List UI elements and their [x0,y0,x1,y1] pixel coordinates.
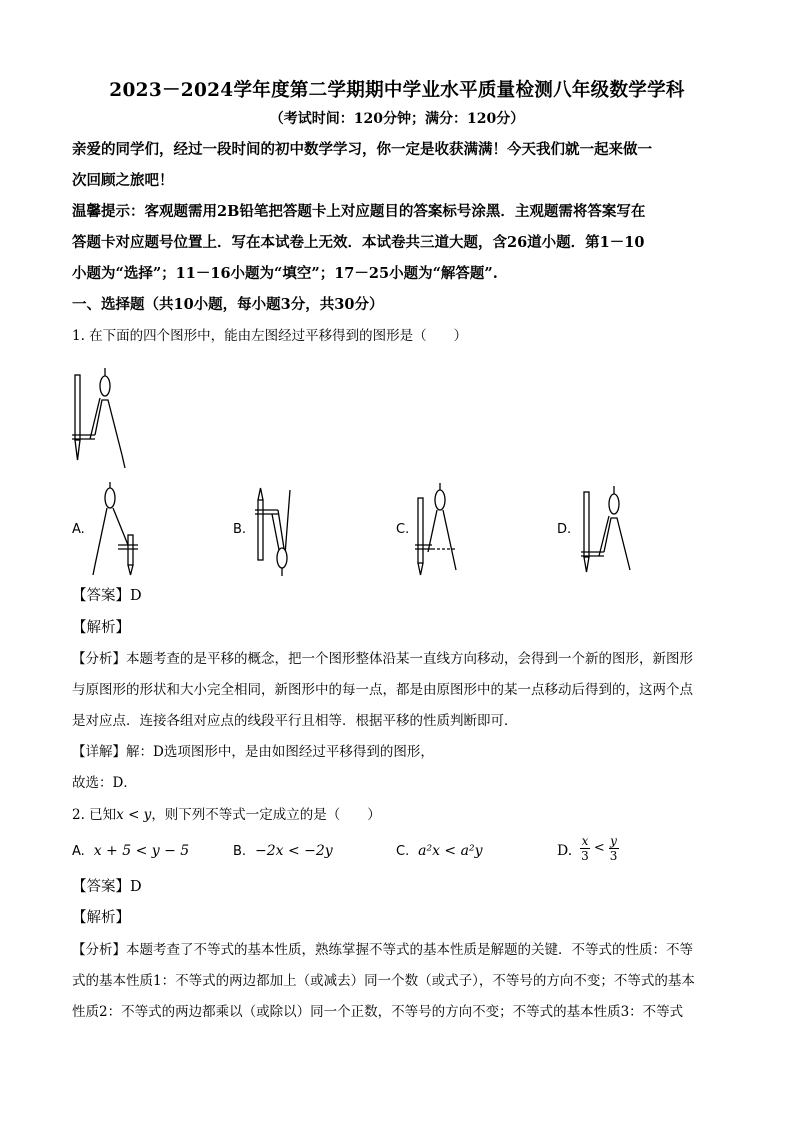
intro-line-2: 次回顾之旅吧！ [72,172,174,189]
q1-option-c-label: C. [396,522,410,537]
exam-title: 2023－2024学年度第二学期期中学业水平质量检测八年级数学学科 [109,80,685,101]
q2-option-c-label: C. [396,844,410,859]
q1-fenxi-line-1: 【分析】本题考查的是平移的概念，把一个图形整体沿某一直线方向移动，会得到一个新的图形，新图形 [72,651,693,667]
q1-analysis-label: 【解析】 [72,620,130,636]
q2-d-num1: x [581,834,589,848]
section-heading: 一、选择题（共10小题，每小题3分，共30分） [72,296,384,313]
q2-analysis-label: 【解析】 [72,910,130,926]
tips-label: 温馨提示： [72,203,145,220]
q2-option-b-label: B. [233,844,247,859]
q2-d-num2: y [610,834,617,848]
q2-option-c-expr: a²x < a²y [418,843,483,859]
tips-line-3: 小题为“选择”；11－16小题为“填空”；17－25小题为“解答题”. [72,265,498,282]
intro-line-1: 亲爱的同学们，经过一段时间的初中数学学习，你一定是收获满满！今天我们就一起来做一 [72,141,652,158]
q2-stem-math: x < y [116,807,152,823]
q1-option-a-label: A. [72,522,85,537]
q2-stem [72,805,381,825]
q1-conclusion: 故选：D． [72,775,137,791]
q2-d-den2: 3 [609,849,618,863]
q2-option-a-label: A. [72,844,85,859]
compass-original-figure [60,360,150,470]
q2-option-d-label: D. [557,843,573,859]
tips-line-1 [72,202,645,222]
q2-option-b [233,841,333,862]
q2-answer: 【答案】D [72,879,142,895]
compass-option-a [90,480,150,580]
compass-option-b [250,480,310,580]
q2-option-a [72,841,189,862]
q2-option-a-expr: x + 5 < y − 5 [93,843,190,859]
q2-d-lt: < [593,840,605,856]
q2-stem-suffix: ，则下列不等式一定成立的是（ ） [151,807,381,823]
q2-option-c [396,841,482,862]
q1-fenxi-line-2: 与原图形的形状和大小完全相同，新图形中的每一点，都是由原图形中的某一点移动后得到的，这两个点 [72,682,693,698]
compass-option-c [410,480,470,580]
q1-answer: 【答案】D [72,588,142,604]
q1-fenxi-line-3: 是对应点．连接各组对应点的线段平行且相等．根据平移的性质判断即可． [72,713,518,729]
q2-option-d-expr [580,834,619,863]
q2-d-den1: 3 [581,849,589,863]
q1-option-b-label: B. [233,522,247,537]
q2-fenxi-line-3: 性质2：不等式的两边都乘以（或除以）同一个正数，不等号的方向不变；不等式的基本性质3：不等式 [72,1004,684,1020]
tips-text-1: 客观题需用2B铅笔把答题卡上对应题目的答案标号涂黑．主观题需将答案写在 [144,203,646,220]
q2-stem-prefix: 2. 已知 [72,807,117,823]
q1-option-d-label: D. [557,522,572,537]
exam-subtitle: （考试时间：120分钟；满分：120分） [269,111,525,127]
q2-option-b-expr: −2x < −2y [254,843,333,859]
compass-option-d [570,480,640,580]
q2-fenxi-line-2: 式的基本性质1：不等式的两边都加上（或减去）同一个数（或式子），不等号的方向不变；不等式的基本 [72,973,695,989]
tips-line-2: 答题卡对应题号位置上．写在本试卷上无效．本试卷共三道大题，含26道小题．第1－10 [72,234,645,251]
q1-xiangjie: 【详解】解：D选项图形中，是由如图经过平移得到的图形， [72,744,434,760]
q1-stem: 1. 在下面的四个图形中，能由左图经过平移得到的图形是（ ） [72,328,468,344]
q2-fenxi-line-1: 【分析】本题考查了不等式的基本性质，熟练掌握不等式的基本性质是解题的关键．不等式的性质：不等 [72,942,693,958]
